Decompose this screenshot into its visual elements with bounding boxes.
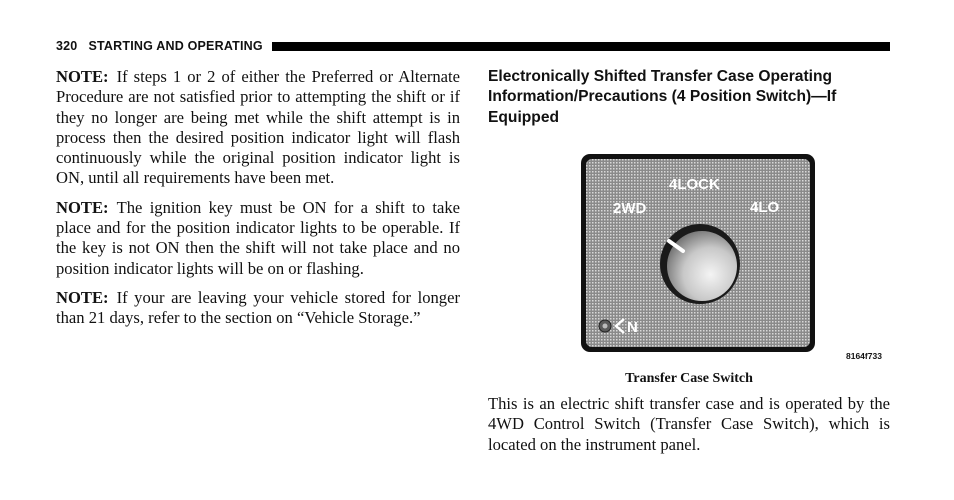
- page-header: [56, 38, 890, 54]
- note-label: NOTE:: [56, 67, 109, 86]
- note-2: [56, 198, 460, 279]
- figure-caption: Transfer Case Switch: [625, 371, 753, 386]
- note-text: The ignition key must be ON for a shift to take place and for the position indicator lights to be operable. If the key is not ON then the shift will not take place and no position indicator lights will be on or flashing.: [56, 197, 460, 278]
- notes-column: [56, 67, 460, 338]
- transfer-case-section: [488, 67, 890, 128]
- page-number: 320: [56, 39, 78, 53]
- switch-label-4lo: 4LO: [750, 199, 780, 216]
- section-title: STARTING AND OPERATING: [88, 39, 263, 53]
- transfer-case-switch-figure: [580, 153, 816, 353]
- figure-id: 8164f733: [846, 351, 882, 361]
- neutral-lamp-icon: [599, 320, 611, 332]
- body-paragraph: This is an electric shift transfer case and is operated by the 4WD Control Switch (Transfer Case Switch), which is located on the instrument panel.: [488, 394, 890, 454]
- note-text: If your are leaving your vehicle stored for longer than 21 days, refer to the section on “Vehicle Storage.”: [56, 287, 460, 328]
- note-label: NOTE:: [56, 197, 109, 217]
- switch-label-n: N: [627, 319, 638, 336]
- note-label: NOTE:: [56, 287, 109, 307]
- selector-knob[interactable]: [660, 224, 740, 304]
- note-text: If steps 1 or 2 of either the Preferred or Alternate Procedure are not satisfied prior to attempting the shift or if they no longer are being met while the shift attempt is in process then the desired position indicator light will flash continuously while the original position indicator light is ON, until all requirements have been met.: [56, 67, 460, 188]
- switch-label-4lock: 4LOCK: [669, 176, 720, 193]
- note-1: [56, 67, 460, 189]
- note-3: [56, 288, 460, 329]
- switch-label-2wd: 2WD: [613, 200, 647, 217]
- header-rule: [272, 42, 890, 51]
- transfer-case-switch-illustration: [580, 153, 816, 353]
- section-heading: Electronically Shifted Transfer Case Operating Information/Precautions (4 Position Switch)—If Equipped: [488, 68, 837, 126]
